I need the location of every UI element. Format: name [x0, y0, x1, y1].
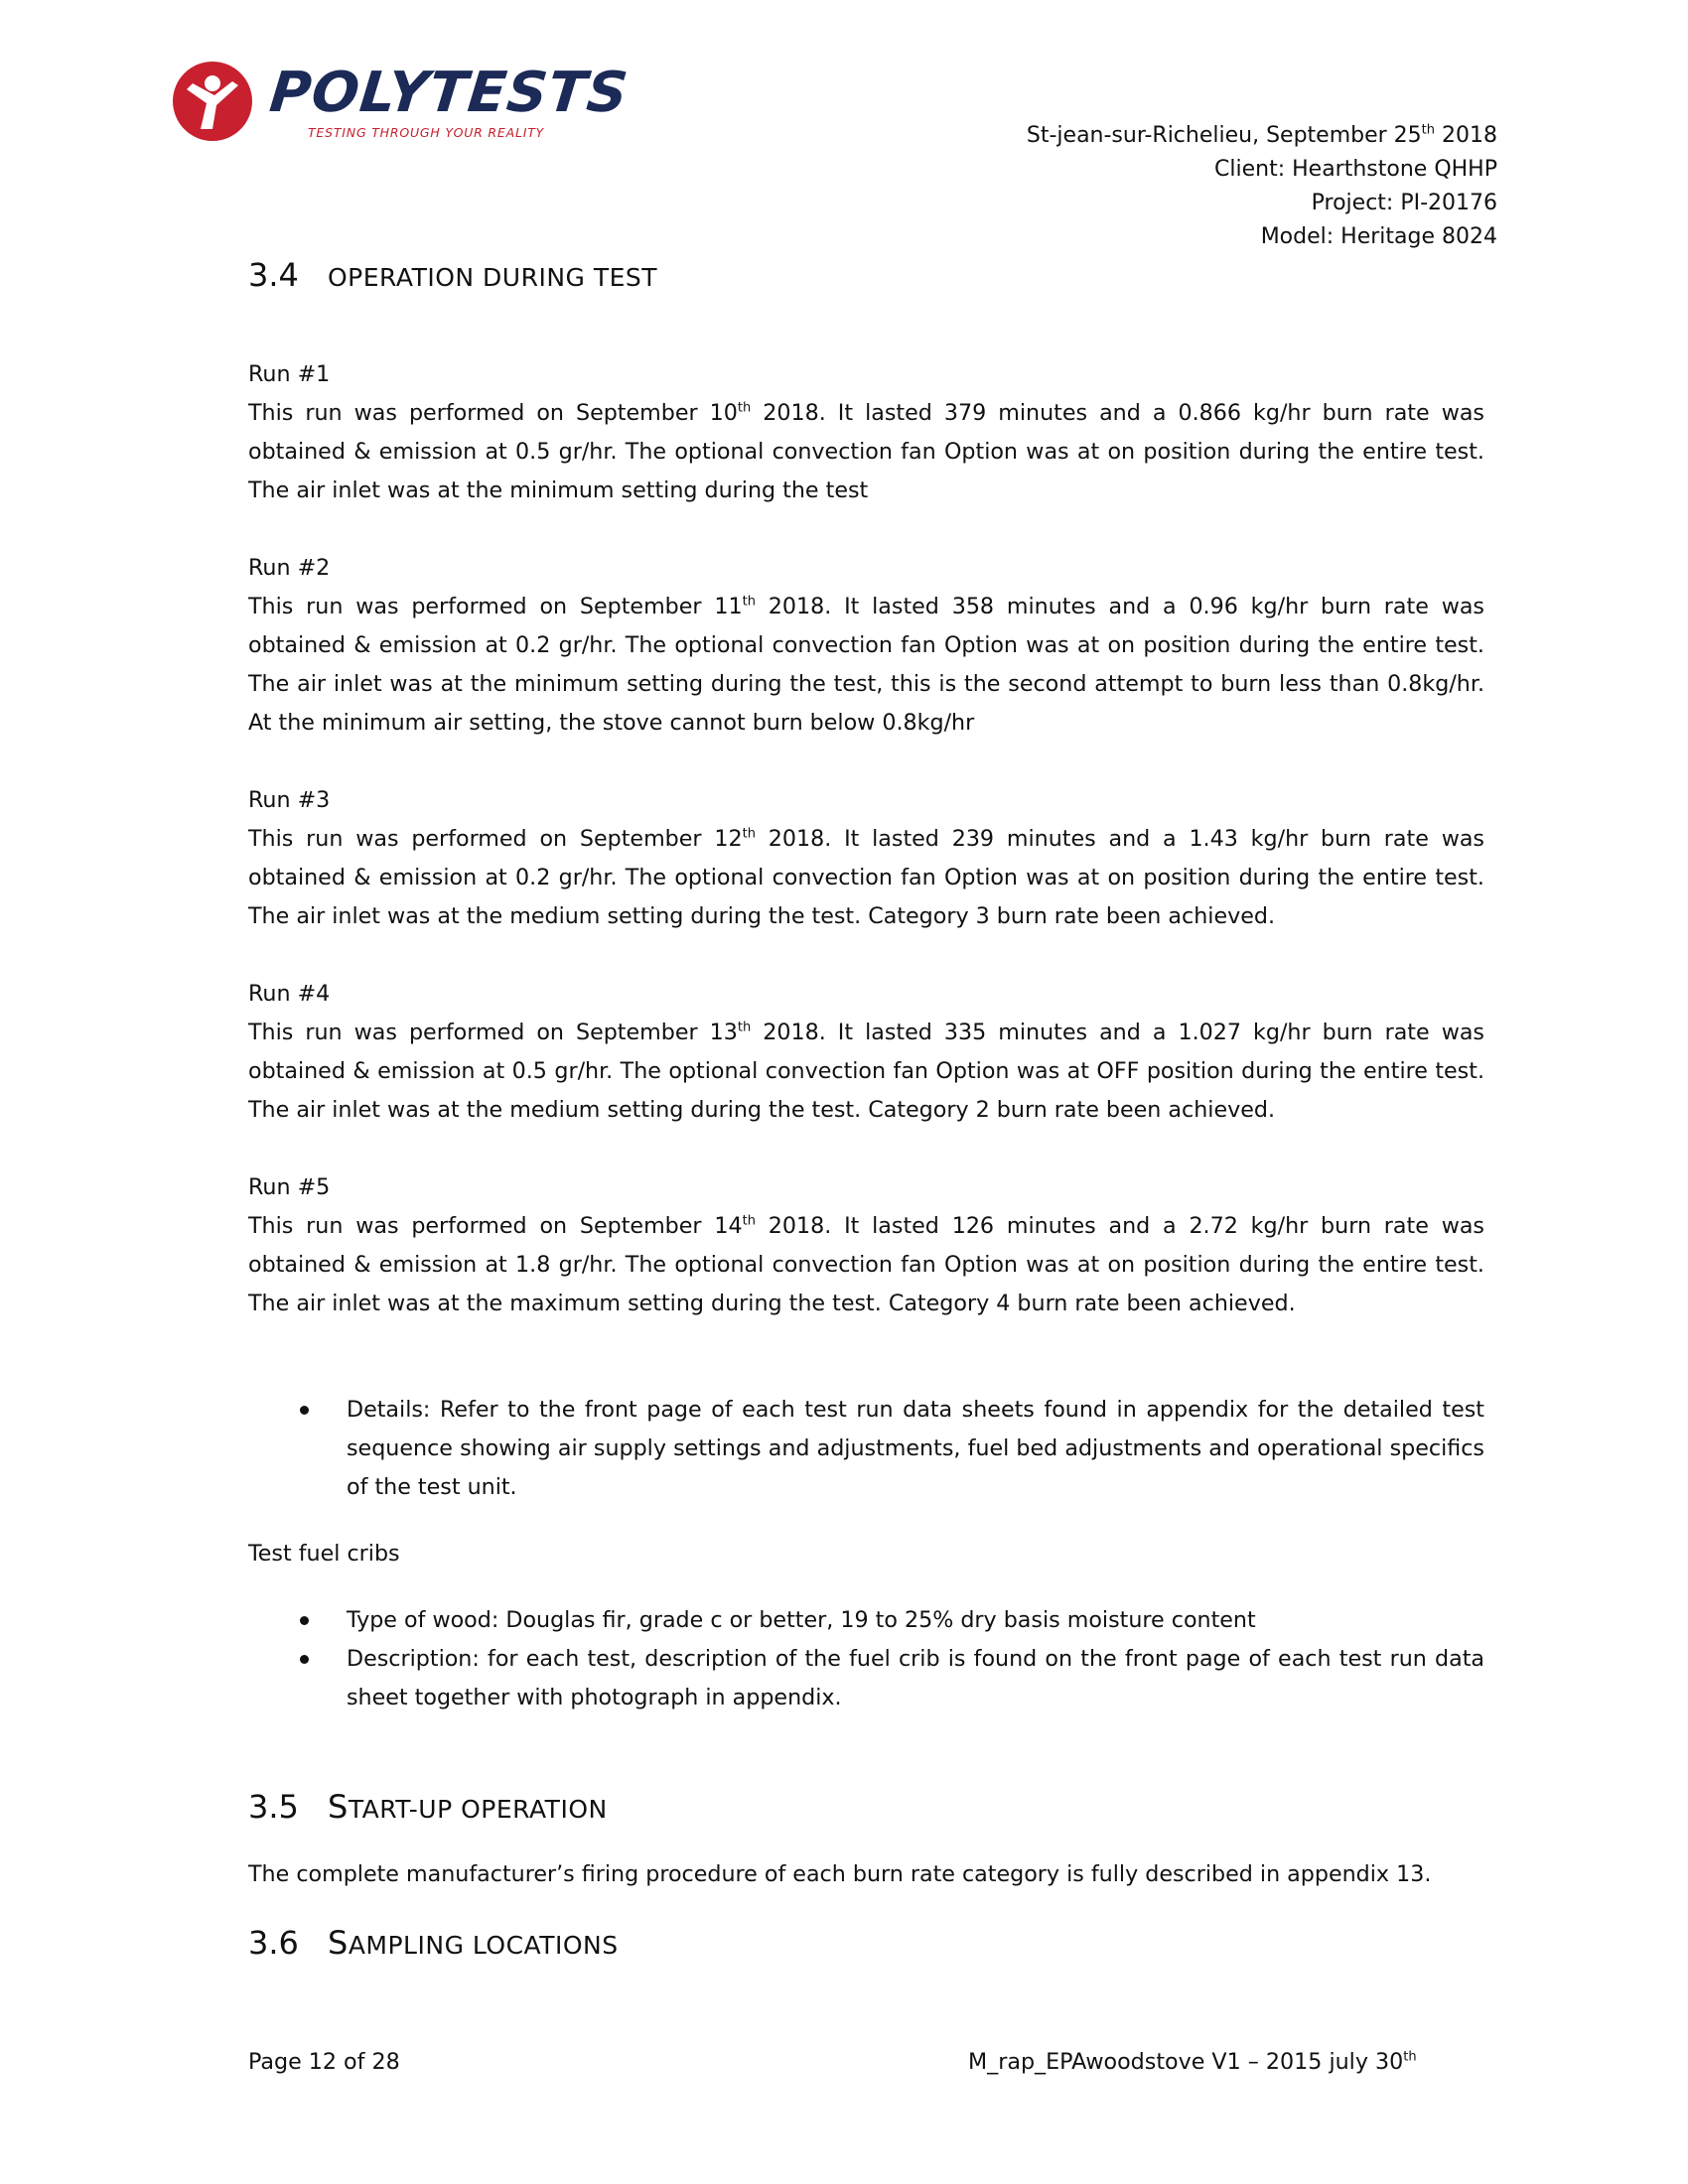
section-heading-3-6 — [248, 1924, 619, 1962]
bullet-icon — [300, 1406, 309, 1415]
run-3-block — [248, 781, 1484, 936]
run-description: This run was performed on September 14th 2018. It lasted 126 minutes and a 2.72 kg/hr burn rate was obtained & emission at 1.8 gr/hr. The optional convection fan Option was at on position during the entire test. The air inlet was at the maximum setting during the test. Category 4 burn rate been achieved. — [248, 1213, 1484, 1316]
document-reference: M_rap_EPAwoodstove V1 – 2015 july 30th — [968, 2049, 1417, 2075]
client-line: Client: Hearthstone QHHP — [1214, 157, 1497, 182]
run-label: Run #2 — [248, 555, 331, 581]
fuel-cribs-list — [248, 1601, 1484, 1717]
run-description: This run was performed on September 10th 2018. It lasted 379 minutes and a 0.866 kg/hr burn rate was obtained & emission at 0.5 gr/hr. The optional convection fan Option was at on position during the entire test. The air inlet was at the minimum setting during the test — [248, 400, 1484, 503]
details-bullet: Details: Refer to the front page of each test run data sheets found in appendix for the detailed test sequence showing air supply settings and adjustments, fuel bed adjustments and operational specifics of the test unit. — [248, 1391, 1484, 1507]
run-4-block — [248, 975, 1484, 1130]
test-fuel-cribs-heading: Test fuel cribs — [248, 1541, 400, 1567]
section-number: 3.6 — [248, 1924, 299, 1962]
logo-wordmark: POLYTESTS — [266, 61, 632, 125]
run-2-block — [248, 549, 1484, 743]
project-line: Project: PI-20176 — [1311, 191, 1497, 215]
page-number: Page 12 of 28 — [248, 2049, 400, 2075]
bullet-icon — [300, 1655, 309, 1664]
section-title: START-UP OPERATION — [328, 1788, 608, 1826]
section-title: OPERATION DURING TEST — [328, 263, 658, 292]
run-label: Run #3 — [248, 787, 331, 813]
start-up-operation-text: The complete manufacturer’s firing procedure of each burn rate category is fully described in appendix 13. — [248, 1861, 1432, 1887]
place-date: St-jean-sur-Richelieu, September 25th 2018 — [1026, 122, 1497, 148]
run-description: This run was performed on September 13th 2018. It lasted 335 minutes and a 1.027 kg/hr burn rate was obtained & emission at 0.5 gr/hr. The optional convection fan Option was at OFF position during the entire test. The air inlet was at the medium setting during the test. Category 2 burn rate been achieved. — [248, 1020, 1484, 1123]
run-label: Run #5 — [248, 1174, 331, 1200]
company-logo — [171, 58, 632, 147]
section-number: 3.5 — [248, 1788, 299, 1826]
details-list — [248, 1391, 1484, 1507]
bullet-icon — [300, 1616, 309, 1625]
section-title: SAMPLING LOCATIONS — [328, 1924, 619, 1962]
run-5-block — [248, 1168, 1484, 1323]
section-heading-3-4 — [248, 256, 657, 294]
fuel-bullet: Description: for each test, description of the fuel crib is found on the front page of each test run data sheet together with photograph in appendix. — [248, 1640, 1484, 1717]
section-number: 3.4 — [248, 256, 299, 294]
document-header-info — [1027, 119, 1497, 254]
run-description: This run was performed on September 11th 2018. It lasted 358 minutes and a 0.96 kg/hr burn rate was obtained & emission at 0.2 gr/hr. The optional convection fan Option was at on position during the entire test. The air inlet was at the minimum setting during the test, this is the second attempt to burn less than 0.8kg/hr. At the minimum air setting, the stove cannot burn below 0.8kg/hr — [248, 594, 1484, 736]
run-1-block — [248, 355, 1484, 510]
fuel-bullet: Type of wood: Douglas fir, grade c or better, 19 to 25% dry basis moisture content — [248, 1601, 1484, 1640]
model-line: Model: Heritage 8024 — [1260, 224, 1497, 249]
polytests-logo-icon — [171, 60, 254, 143]
run-label: Run #1 — [248, 361, 331, 387]
run-description: This run was performed on September 12th 2018. It lasted 239 minutes and a 1.43 kg/hr burn rate was obtained & emission at 0.2 gr/hr. The optional convection fan Option was at on position during the entire test. The air inlet was at the medium setting during the test. Category 3 burn rate been achieved. — [248, 826, 1484, 929]
run-label: Run #4 — [248, 981, 331, 1007]
section-heading-3-5 — [248, 1788, 608, 1826]
logo-tagline: TESTING THROUGH YOUR REALITY — [308, 125, 545, 140]
